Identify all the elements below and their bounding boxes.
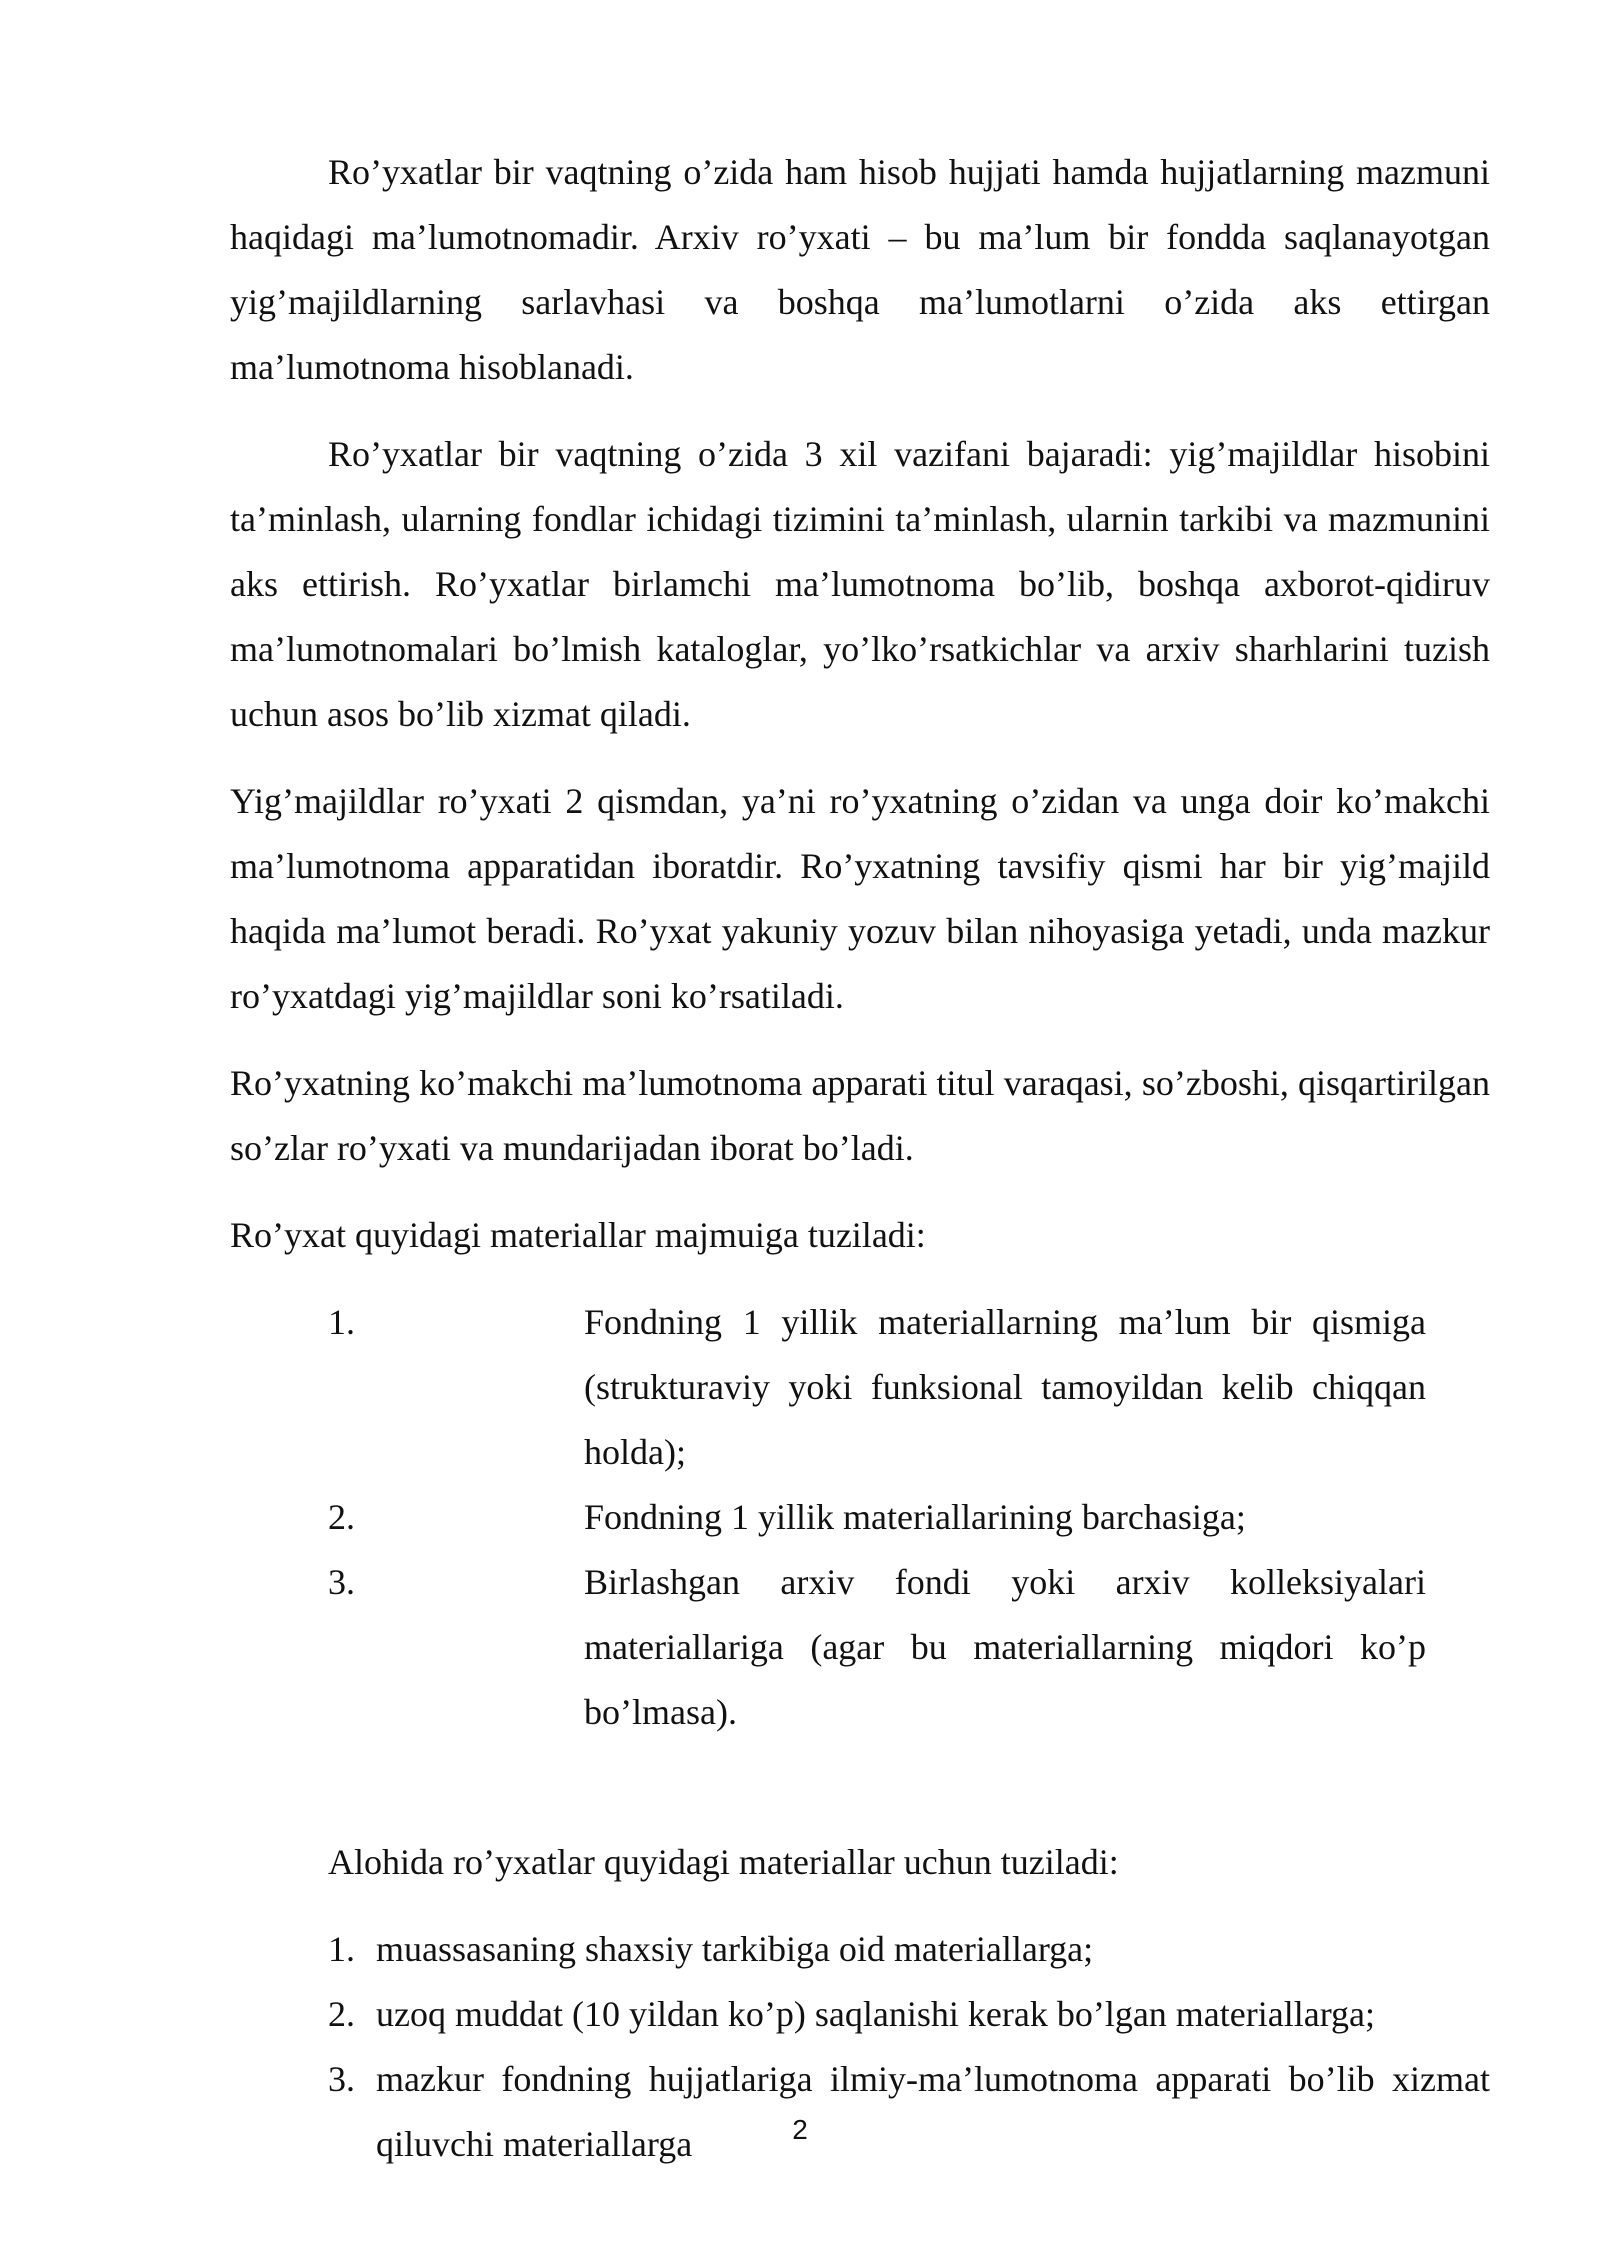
- paragraph-auxiliary-apparatus: Ro’yxatning ko’makchi ma’lumotnoma apparati titul varaqasi, so’zboshi, qisqartirilgan so’zlar ro’yxati va mundarijadan iborat bo’ladi.: [230, 1063, 1490, 1168]
- list-item: [230, 1290, 1490, 1485]
- list-item-number: 2.: [328, 1994, 355, 2034]
- list-item-number: 2.: [328, 1497, 355, 1537]
- section-spacer: [230, 1745, 1490, 1830]
- page-number: 2: [792, 2114, 808, 2145]
- list-item-text: Fondning 1 yillik materiallarning ma’lum bir qismiga (strukturaviy yoki funksional tamoyildan kelib chiqqan holda);: [584, 1302, 1426, 1472]
- paragraph-inventory-parts: Yig’majildlar ro’yxati 2 qismdan, ya’ni ro’yxatning o’zidan va unga doir ko’makchi ma’lumotnoma apparatidan iboratdir. Ro’yxatning tavsifiy qismi har bir yig’majild haqida ma’lumot beradi. Ro’yxat yakuniy yozuv bilan nihoyasiga yetadi, unda mazkur ro’yxatdagi yig’majildlar soni ko’rsatiladi.: [230, 781, 1490, 1016]
- materials-list: [230, 1290, 1490, 1745]
- list-item-text: Fondning 1 yillik materiallarining barchasiga;: [584, 1497, 1246, 1537]
- list-item: [230, 1550, 1490, 1745]
- list-item-text: muassasaning shaxsiy tarkibiga oid materiallarga;: [376, 1929, 1094, 1969]
- list-item-number: 3.: [328, 1562, 355, 1602]
- paragraph-list-intro: Ro’yxat quyidagi materiallar majmuiga tuziladi:: [230, 1215, 926, 1255]
- list-item-text: Birlashgan arxiv fondi yoki arxiv kolleksiyalari materiallariga (agar bu materiallarning miqdori ko’p bo’lmasa).: [584, 1562, 1426, 1732]
- list-item-text: uzoq muddat (10 yildan ko’p) saqlanishi kerak bo’lgan materiallarga;: [376, 1994, 1376, 2034]
- list-item: [230, 1982, 1490, 2047]
- paragraph-inventory-functions: Ro’yxatlar bir vaqtning o’zida 3 xil vazifani bajaradi: yig’majildlar hisobini ta’minlash, ularning fondlar ichidagi tizimini ta’minlash, ularnin tarkibi va mazmunini aks ettirish. Ro’yxatlar birlamchi ma’lumotnoma bo’lib, boshqa axborot-qidiruv ma’lumotnomalari bo’lmish kataloglar, yo’lko’rsatkichlar va arxiv sharhlarini tuzish uchun asos bo’lib xizmat qiladi.: [230, 434, 1490, 734]
- list-item: [230, 1485, 1490, 1550]
- list-item-number: 1.: [328, 1929, 355, 1969]
- paragraph-separate-lists-intro: Alohida ro’yxatlar quyidagi materiallar uchun tuziladi:: [328, 1842, 1119, 1882]
- paragraph-inventory-definition: Ro’yxatlar bir vaqtning o’zida ham hisob hujjati hamda hujjatlarning mazmuni haqidagi ma’lumotnomadir. Arxiv ro’yxati – bu ma’lum bir fondda saqlanayotgan yig’majildlarning sarlavhasi va boshqa ma’lumotlarni o’zida aks ettirgan ma’lumotnoma hisoblanadi.: [230, 152, 1490, 387]
- list-item-number: 3.: [328, 2059, 355, 2099]
- list-item-text: mazkur fondning hujjatlariga ilmiy-ma’lumotnoma apparati bo’lib xizmat qiluvchi materiallarga: [376, 2059, 1490, 2164]
- list-item-number: 1.: [328, 1302, 355, 1342]
- list-item: [230, 1917, 1490, 1982]
- document-body: [230, 140, 1490, 2177]
